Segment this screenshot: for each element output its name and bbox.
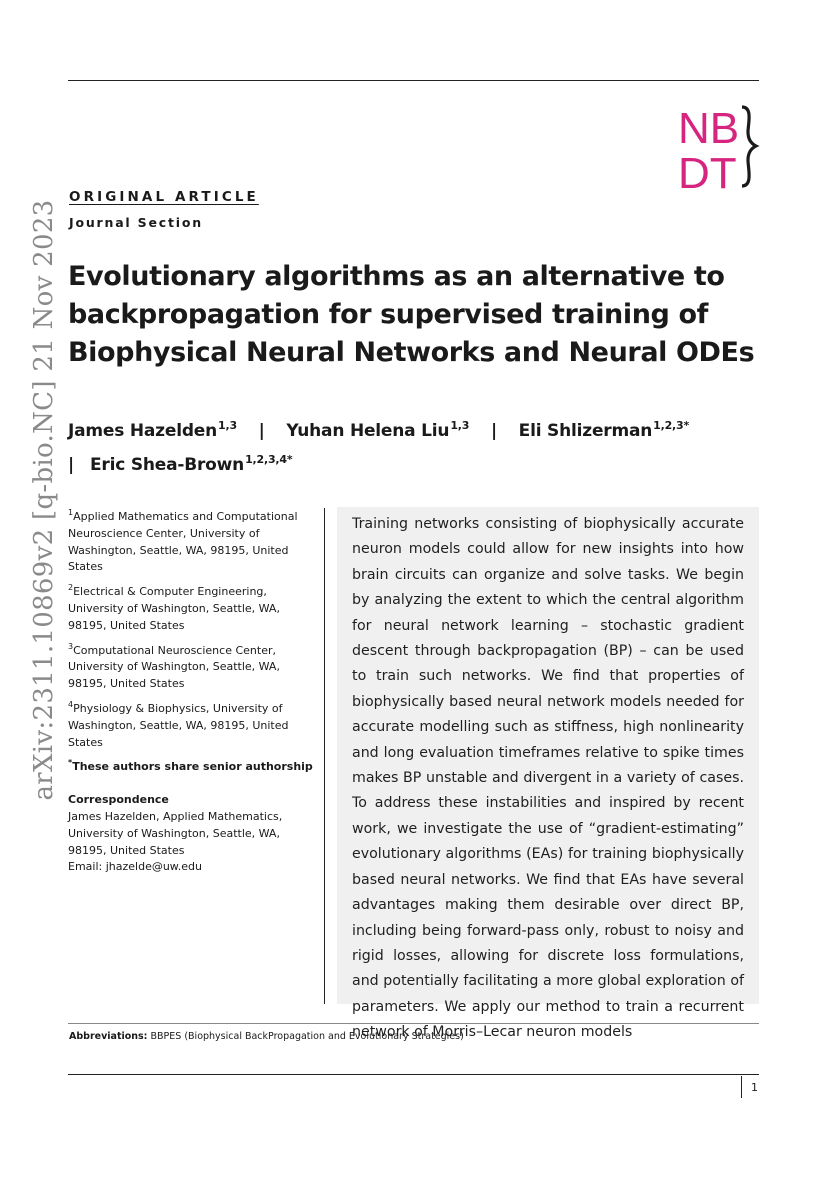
affiliation: $^1$Applied Mathematics and Computational Neuroscience Center, University of Washington, Seattle, WA, 98195, United States [68, 508, 298, 574]
author-name: Eric Shea-Brown [90, 455, 245, 475]
author-separator: | [490, 421, 497, 441]
logo-brace [742, 107, 756, 186]
logo-text-top: NB [678, 104, 740, 153]
author-name: Eli Shlizerman [518, 421, 653, 441]
correspondence-heading: Correspondence [68, 793, 169, 807]
correspondence-line: James Hazelden, Applied Mathematics, [68, 809, 283, 823]
logo-text-bottom: DT [678, 149, 737, 190]
title-line: Evolutionary algorithms as an alternative to [68, 261, 725, 292]
affiliations-column [68, 505, 313, 876]
author-affil: 1,3 [218, 419, 237, 432]
abbreviations-label: Abbreviations: [69, 1031, 148, 1042]
title-line: backpropagation for supervised training of [68, 299, 708, 330]
page-number-tick [741, 1076, 742, 1098]
correspondence-email: Email: jhazelde@uw.edu [68, 860, 203, 874]
affiliation: $^3$Computational Neuroscience Center, University of Washington, Seattle, WA, 98195, United States [68, 641, 280, 691]
journal-logo [678, 104, 760, 190]
affiliation: $^4$Physiology & Biophysics, University of Washington, Seattle, WA, 98195, United States [68, 699, 289, 749]
authors-line [68, 453, 292, 475]
author-separator: | [68, 455, 75, 475]
page-number: 1 [751, 1081, 758, 1094]
paper-title [68, 258, 768, 372]
column-divider [324, 508, 325, 1004]
author-name: James Hazelden [68, 421, 218, 441]
abbreviations-rule [68, 1023, 759, 1024]
abbreviations [69, 1031, 464, 1042]
journal-section: Journal Section [69, 215, 203, 230]
correspondence-line: 98195, United States [68, 843, 185, 857]
article-type: ORIGINAL ARTICLE [69, 189, 259, 205]
affiliation: $^2$Electrical & Computer Engineering, University of Washington, Seattle, WA, 98195, United States [68, 583, 280, 632]
bottom-rule [68, 1074, 759, 1075]
authors-line [68, 419, 689, 441]
abstract-text: Training networks consisting of biophysically accurate neuron models could allow for new insights into how brain circuits can organize and solve tasks. We begin by analyzing the extent to which the central algorithm for neural network learning – stochastic gradient descent through backpropagation (BP) – can be used to train such networks. We find that properties of biophysically based neural network models needed for accurate modelling such as stiffness, high nonlinearity and long evaluation timeframes relative to spike times makes BP unstable and divergent in a variety of cases. To address these instabilities and inspired by recent work, we investigate the use of “gradient-estimating” evolutionary algorithms (EAs) for training biophysically based neural networks. We find that EAs have several advantages making them desirable over direct BP, including being forward-pass only, robust to noisy and rigid losses, allowing for discrete loss formulations, and potentially facilitating a more global exploration of parameters. We apply our method to train a recurrent network of Morris–Lecar neuron models [352, 516, 744, 1041]
author-name: Yuhan Helena Liu [286, 421, 450, 441]
abbreviations-text: BBPES (Biophysical BackPropagation and Evolutionary Strategies) [150, 1031, 464, 1042]
author-affil: 1,2,3,4* [245, 453, 293, 466]
senior-authorship-note: *These authors share senior authorship [68, 758, 313, 774]
author-affil: 1,2,3* [653, 419, 690, 432]
arxiv-stamp-text: arXiv:2311.10869v2 [q-bio.NC] 21 Nov 2023 [29, 199, 59, 801]
correspondence-line: University of Washington, Seattle, WA, [68, 826, 280, 840]
title-line: Biophysical Neural Networks and Neural ODEs [68, 337, 755, 368]
author-affil: 1,3 [450, 419, 470, 432]
top-rule [68, 80, 759, 81]
author-separator: | [258, 421, 265, 441]
